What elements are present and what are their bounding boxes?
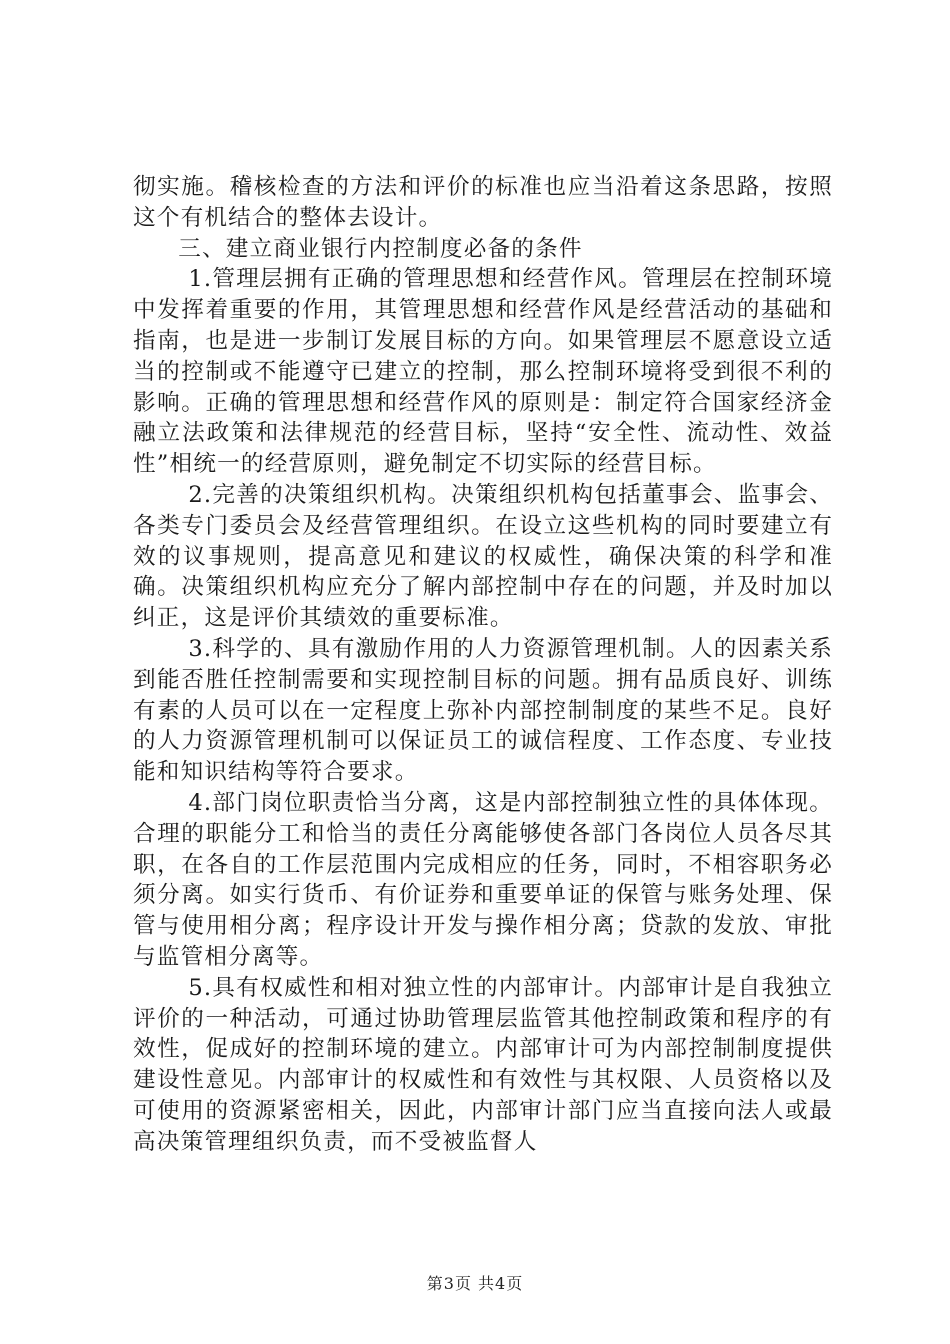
paragraph-item-2: 2.完善的决策组织机构。决策组织机构包括董事会、监事会、各类专门委员会及经营管理组织。在设立这些机构的同时要建立有效的议事规则，提高意见和建议的权威性，确保决策的科学和准确。决策组织机构应充分了解内部控制中存在的问题，并及时加以纠正，这是评价其绩效的重要标准。 bbox=[133, 481, 833, 632]
paragraph-item-5: 5.具有权威性和相对独立性的内部审计。内部审计是自我独立评价的一种活动，可通过协助管理层监管其他控制政策和程序的有效性，促成好的控制环境的建立。内部审计可为内部控制制度提供建设性意见。内部审计的权威性和有效性与其权限、人员资格以及可使用的资源紧密相关，因此，内部审计部门应当直接向法人或最高决策管理组织负责，而不受被监督人 bbox=[133, 974, 833, 1155]
page-number-footer: 第3页 共4页 bbox=[426, 1274, 524, 1293]
paragraph-item-3: 3.科学的、具有激励作用的人力资源管理机制。人的因素关系到能否胜任控制需要和实现控制目标的问题。拥有品质良好、训练有素的人员可以在一定程度上弥补内部控制制度的某些不足。良好的人力资源管理机制可以保证员工的诚信程度、工作态度、专业技能和知识结构等符合要求。 bbox=[133, 635, 833, 786]
paragraph-continuation: 彻实施。稽核检查的方法和评价的标准也应当沿着这条思路，按照这个有机结合的整体去设计。 bbox=[133, 174, 833, 231]
paragraph-item-1: 1.管理层拥有正确的管理思想和经营作风。管理层在控制环境中发挥着重要的作用，其管理思想和经营作风是经营活动的基础和指南，也是进一步制订发展目标的方向。如果管理层不愿意设立适当的控制或不能遵守已建立的控制，那么控制环境将受到很不利的影响。正确的管理思想和经营作风的原则是：制定符合国家经济金融立法政策和法律规范的经营目标，坚持“安全性、流动性、效益性”相统一的经营原则，避免制定不切实际的经营目标。 bbox=[133, 266, 833, 478]
paragraph-item-4: 4.部门岗位职责恰当分离，这是内部控制独立性的具体体现。合理的职能分工和恰当的责任分离能够使各部门各岗位人员各尽其职，在各自的工作层范围内完成相应的任务，同时，不相容职务必须分离。如实行货币、有价证券和重要单证的保管与账务处理、保管与使用相分离；程序设计开发与操作相分离；贷款的发放、审批与监管相分离等。 bbox=[133, 789, 833, 970]
section-heading: 三、建立商业银行内控制度必备的条件 bbox=[178, 235, 583, 262]
document-body bbox=[133, 172, 833, 1158]
